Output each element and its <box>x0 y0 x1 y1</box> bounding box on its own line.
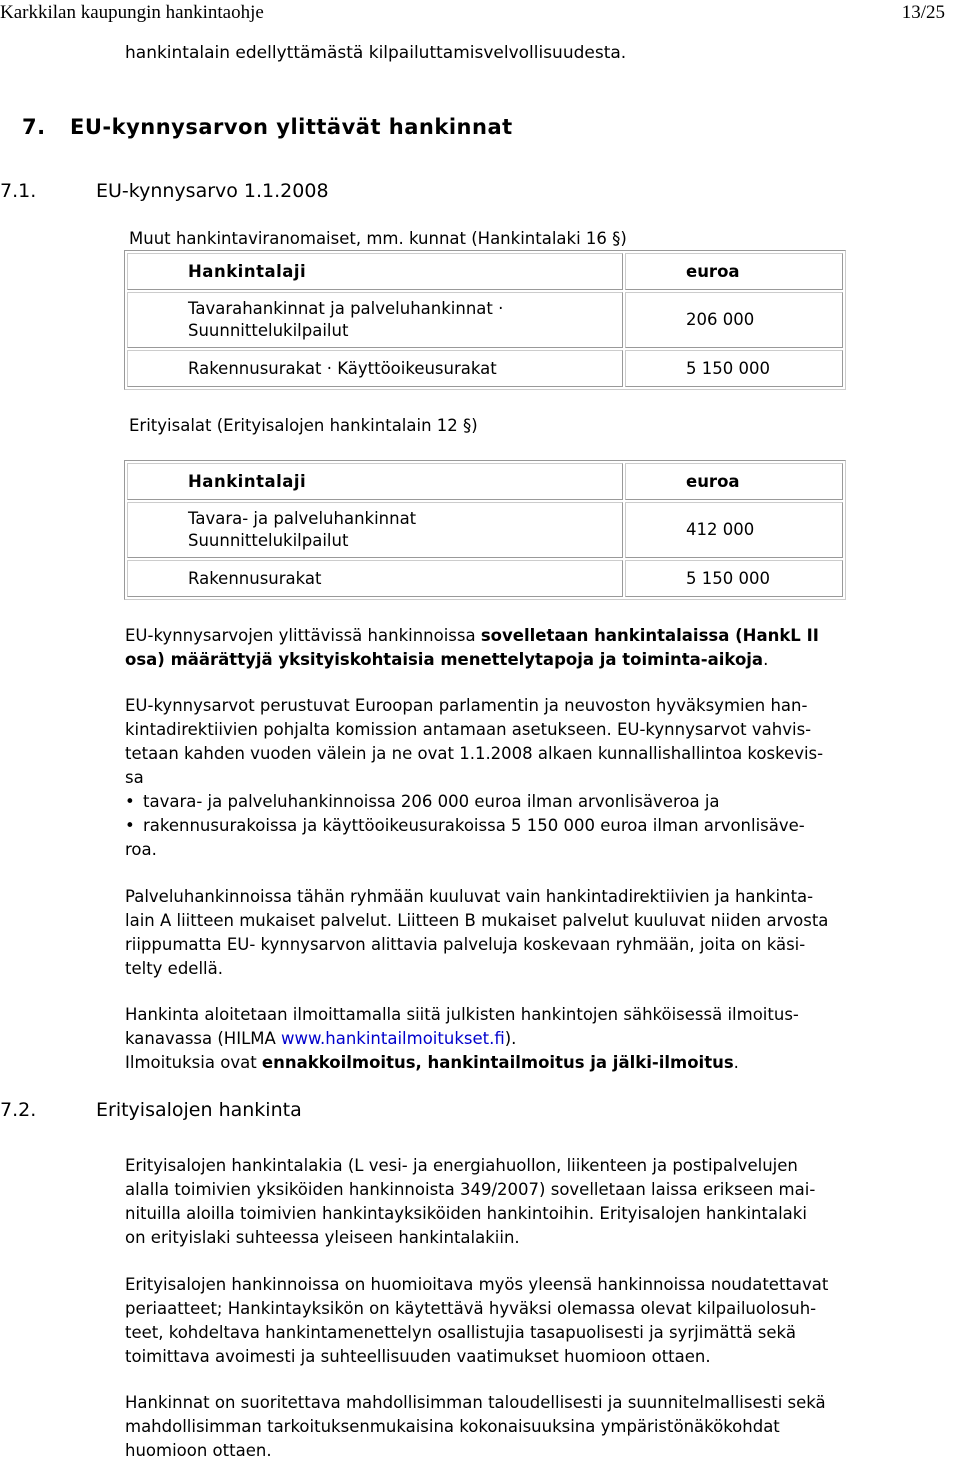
p2-line: tetaan kahden vuoden välein ja ne ovat 1.1.2008 alkaen kunnallishallintoa koskevis- <box>125 744 824 763</box>
p2-line: kintadirektiivien pohjalta komission antamaan asetukseen. EU-kynnysarvot vahvis- <box>125 720 812 739</box>
p7-line: huomioon ottaen. <box>125 1441 272 1460</box>
hilma-link[interactable]: www.hankintailmoitukset.fi <box>281 1029 505 1048</box>
p2-line: sa <box>125 768 144 787</box>
section-72-title: Erityisalojen hankinta <box>96 1099 302 1121</box>
paragraph-eu-procedures <box>125 624 955 672</box>
p4-line3-bold: ennakkoilmoitus, hankintailmoitus ja jälki-ilmoitus <box>261 1053 734 1072</box>
p6-line: Erityisalojen hankinnoissa on huomioitava myös yleensä hankinnoissa noudatettavat <box>125 1275 829 1294</box>
p4-line2-pre: kanavassa (HILMA <box>125 1029 282 1048</box>
p3-line: telty edellä. <box>125 959 223 978</box>
p5-line: nituilla aloilla toimivien hankintayksiköiden hankintoihin. Erityisalojen hankintalaki <box>125 1204 807 1223</box>
paragraph-hilma-notice <box>125 1003 955 1075</box>
table1-row1-value: 206 000 <box>625 292 843 348</box>
table1-row2-type: Rakennusurakat · Käyttöoikeusurakat <box>127 350 623 387</box>
paragraph-eu-thresholds <box>125 694 955 790</box>
section-7-title: EU-kynnysarvon ylittävät hankinnat <box>70 115 513 139</box>
paragraph-economical-procurement <box>125 1391 955 1463</box>
table-row <box>127 560 843 597</box>
table1-header-type: Hankintalaji <box>127 253 623 290</box>
section-71-title: EU-kynnysarvo 1.1.2008 <box>96 180 329 202</box>
p3-line: lain A liitteen mukaiset palvelut. Liitteen B mukaiset palvelut kuuluvat niiden arvosta <box>125 911 829 930</box>
table2-row2-type: Rakennusurakat <box>127 560 623 597</box>
table2-header-type: Hankintalaji <box>127 463 623 500</box>
bullet2-text-line2: roa. <box>125 840 157 859</box>
bullet2-text-line1: rakennusurakoissa ja käyttöoikeusurakoissa 5 150 000 euroa ilman arvonlisäve- <box>143 816 805 835</box>
table2-header-euro: euroa <box>625 463 843 500</box>
threshold-table-special <box>124 460 846 600</box>
table2-caption: Erityisalat (Erityisalojen hankintalain 12 §) <box>129 416 478 435</box>
threshold-table-general <box>124 250 846 390</box>
p6-line: periaatteet; Hankintayksikön on käytettävä hyväksi olemassa olevat kilpailuolosuh- <box>125 1299 817 1318</box>
table-row <box>127 502 843 558</box>
table1-caption: Muut hankintaviranomaiset, mm. kunnat (Hankintalaki 16 §) <box>129 229 627 248</box>
table-row <box>127 292 843 348</box>
table1-header-euro: euroa <box>625 253 843 290</box>
table1-row1-type-line1: Tavarahankinnat ja palveluhankinnat · <box>188 299 504 318</box>
intro-line: hankintalain edellyttämästä kilpailuttamisvelvollisuudesta. <box>125 43 627 63</box>
p5-line: Erityisalojen hankintalakia (L vesi- ja energiahuollon, liikenteen ja postipalvelujen <box>125 1156 798 1175</box>
bullet-icon: • <box>125 816 135 835</box>
p7-line: mahdollisimman tarkoituksenmukaisina kokonaisuuksina ympäristönäkökohdat <box>125 1417 780 1436</box>
p1-line2-bold: osa) määrättyjä yksityiskohtaisia menettelytapoja ja toiminta-aikoja <box>125 650 764 669</box>
list-item <box>125 790 720 814</box>
list-item <box>125 814 805 838</box>
p4-line3-pre: Ilmoituksia ovat <box>125 1053 262 1072</box>
table1-row1-type-line2: Suunnittelukilpailut <box>188 321 349 340</box>
header-page-number: 13/25 <box>901 2 945 23</box>
paragraph-special-sectors-principles <box>125 1273 955 1369</box>
table2-row1-type-line2: Suunnittelukilpailut <box>188 531 349 550</box>
p5-line: on erityislaki suhteessa yleiseen hankintalakiin. <box>125 1228 520 1247</box>
p4-line1: Hankinta aloitetaan ilmoittamalla siitä julkisten hankintojen sähköisessä ilmoitus- <box>125 1005 799 1024</box>
header-document-title: Karkkilan kaupungin hankintaohje <box>0 2 264 23</box>
p5-line: alalla toimivien yksiköiden hankinnoista 349/2007) sovelletaan laissa erikseen mai- <box>125 1180 816 1199</box>
p4-line3-post: . <box>733 1053 739 1072</box>
section-72-number: 7.2. <box>0 1099 37 1121</box>
bullet1-text: tavara- ja palveluhankinnoissa 206 000 euroa ilman arvonlisäveroa ja <box>143 792 720 811</box>
table1-row2-value: 5 150 000 <box>625 350 843 387</box>
p1-line2-plain: . <box>763 650 769 669</box>
table-row <box>127 350 843 387</box>
p1-line1-plain: EU-kynnysarvojen ylittävissä hankinnoissa <box>125 626 481 645</box>
p4-line2-post: ). <box>504 1029 517 1048</box>
p1-line1-bold: sovelletaan hankintalaissa (HankL II <box>480 626 819 645</box>
p6-line: teet, kohdeltava hankintamenettelyn osallistujia tasapuolisesti ja syrjimättä sekä <box>125 1323 796 1342</box>
bullet-icon: • <box>125 792 135 811</box>
table2-row1-type-line1: Tavara- ja palveluhankinnat <box>188 509 417 528</box>
p3-line: riippumatta EU- kynnysarvon alittavia palveluja koskevaan ryhmään, joita on käsi- <box>125 935 806 954</box>
p2-line: EU-kynnysarvot perustuvat Euroopan parlamentin ja neuvoston hyväksymien han- <box>125 696 808 715</box>
paragraph-special-sectors-law <box>125 1154 955 1250</box>
table2-row2-value: 5 150 000 <box>625 560 843 597</box>
section-7-number: 7. <box>22 115 46 139</box>
p7-line: Hankinnat on suoritettava mahdollisimman taloudellisesti ja suunnitelmallisesti sekä <box>125 1393 826 1412</box>
p6-line: toimittava avoimesti ja suhteellisuuden vaatimukset huomioon ottaen. <box>125 1347 711 1366</box>
p3-line: Palveluhankinnoissa tähän ryhmään kuuluvat vain hankintadirektiivien ja hankinta- <box>125 887 814 906</box>
section-71-number: 7.1. <box>0 180 37 202</box>
table2-row1-value: 412 000 <box>625 502 843 558</box>
paragraph-service-procurement <box>125 885 955 981</box>
